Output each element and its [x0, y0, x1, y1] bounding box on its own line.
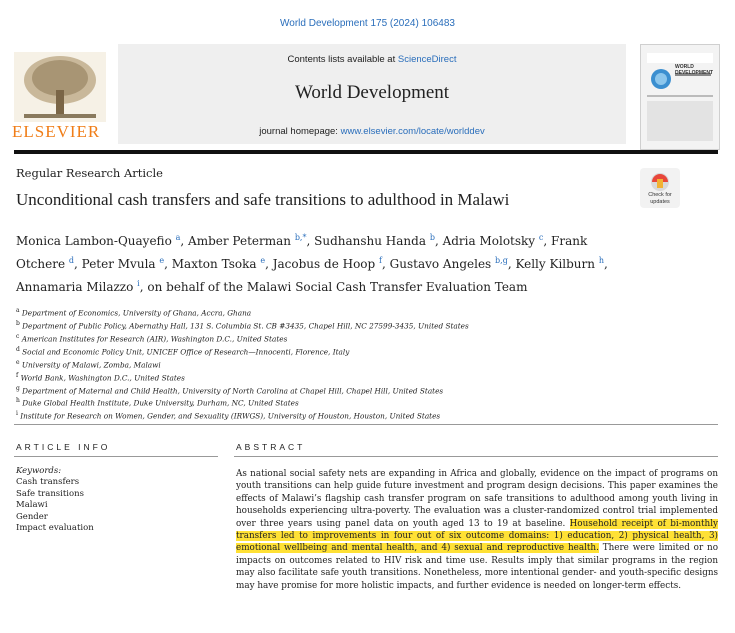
author[interactable] [172, 257, 265, 271]
abstract-heading: ABSTRACT [236, 442, 306, 452]
cover-image [641, 45, 719, 149]
homepage-prefix: journal homepage: [259, 126, 341, 137]
keyword-item: Safe transitions [16, 488, 84, 499]
affiliation-item [16, 409, 716, 422]
author-affiliation-marker[interactable]: d [68, 256, 75, 265]
cover-title: WORLD DEVELOPMENT [675, 64, 714, 76]
affiliation-marker: b [16, 319, 20, 327]
check-updates-line2: updates [650, 198, 670, 205]
author[interactable] [16, 234, 180, 248]
section-rule [14, 424, 718, 425]
author-affiliation-marker[interactable]: b [429, 233, 435, 242]
keyword-item: Cash transfers [16, 477, 80, 488]
journal-cover-thumbnail[interactable] [640, 44, 720, 150]
author[interactable] [390, 257, 508, 271]
affiliation-marker: h [16, 397, 20, 405]
keyword-item: Gender [16, 511, 48, 522]
check-updates-line1: Check for [648, 192, 672, 198]
author-name: Adria Molotsky [442, 234, 536, 248]
affiliation-item [16, 371, 716, 384]
keywords-block [16, 466, 216, 534]
abstract-highlight[interactable]: Household receipt of bi-monthly transfers led to improvements in four out of six outcome domains: 1) education, 2) physical health, 3) emotional wellbeing and mental health, and 4) sexual and reproductive health. [236, 518, 718, 554]
author-affiliation-marker[interactable]: e [159, 256, 165, 265]
affiliation-item [16, 332, 716, 345]
abstract-text[interactable] [236, 468, 718, 592]
author[interactable] [515, 257, 604, 271]
author-affiliation-marker[interactable]: b,* [294, 233, 307, 242]
affiliation-text: Institute for Research on Women, Gender, and Sexuality (IRWGS), University of Houston, Houston, United States [20, 411, 441, 421]
affiliation-text: Social and Economic Policy Unit, UNICEF Office of Research—Innocenti, Florence, Italy [22, 347, 350, 357]
author[interactable] [314, 234, 435, 248]
affiliation-item [16, 396, 716, 409]
affiliations [16, 306, 716, 422]
author[interactable] [82, 257, 164, 271]
affiliation-item [16, 384, 716, 397]
affiliation-marker: c [16, 332, 20, 340]
affiliation-item [16, 345, 716, 358]
author-name: Sudhanshu Handa [314, 234, 426, 248]
author-affiliation-marker[interactable]: e [260, 256, 266, 265]
author-affiliation-marker[interactable]: i [137, 279, 140, 288]
affiliation-text: University of Malawi, Zomba, Malawi [21, 360, 161, 370]
author[interactable] [16, 280, 140, 294]
author-affiliation-marker[interactable]: a [175, 233, 181, 242]
affiliation-item [16, 358, 716, 371]
abstract-part1: As national social safety nets are expanding in Africa and globally, evidence on the impact of programs on youth transitions can help guide future investment and program design decisions. This paper examines the effects of Malawi’s flagship cash transfer program on safe transitions to adulthood among youth living in households experiencing ultra-poverty. The evaluation was a cluster-randomized control trial implemented over three years using panel data on youth aged 13 to 19 at baseline. [236, 469, 718, 529]
keyword-item: Malawi [16, 500, 48, 511]
homepage-link[interactable]: www.elsevier.com/locate/worlddev [340, 126, 485, 137]
author-affiliation-marker[interactable]: f [379, 256, 383, 265]
author[interactable] [188, 234, 306, 248]
affiliation-marker: g [16, 384, 20, 392]
author-name: Frank Otchere [16, 234, 588, 271]
sciencedirect-link[interactable]: ScienceDirect [397, 54, 457, 65]
affiliation-marker: e [16, 358, 20, 366]
affiliation-item [16, 319, 716, 332]
affiliation-text: Department of Economics, University of Ghana, Accra, Ghana [21, 308, 252, 318]
author[interactable] [443, 234, 544, 248]
header-rule [14, 150, 718, 154]
check-for-updates-badge[interactable] [640, 168, 680, 208]
article-title: Unconditional cash transfers and safe transitions to adulthood in Malawi [16, 190, 510, 209]
author-name: Jacobus de Hoop [272, 257, 376, 271]
elsevier-wordmark: ELSEVIER [12, 122, 101, 141]
article-info-heading: ARTICLE INFO [16, 442, 111, 452]
contents-prefix: Contents lists available at [287, 54, 398, 65]
author-name: Maxton Tsoka [171, 257, 257, 271]
contents-line [118, 54, 626, 65]
author-name: Monica Lambon-Quayefio [16, 234, 172, 248]
article-info-rule [14, 456, 218, 457]
affiliation-marker: a [16, 307, 20, 314]
author-name: Amber Peterman [188, 234, 291, 248]
author-name: Gustavo Angeles [389, 257, 492, 271]
author-affiliation-marker[interactable]: b,g [495, 256, 508, 265]
affiliation-text: Duke Global Health Institute, Duke University, Durham, NC, United States [22, 398, 299, 408]
authors-suffix: , on behalf of the Malawi Social Cash Transfer Evaluation Team [139, 280, 528, 294]
journal-reference[interactable]: World Development 175 (2024) 106483 [280, 18, 455, 29]
abstract-rule [234, 456, 718, 457]
article-type: Regular Research Article [16, 166, 163, 180]
journal-homepage [118, 126, 626, 137]
affiliation-marker: f [16, 371, 19, 379]
author-affiliation-marker[interactable]: h [598, 256, 604, 265]
affiliation-text: World Bank, Washington D.C., United States [20, 373, 185, 383]
author-name: Peter Mvula [81, 257, 156, 271]
elsevier-tree-logo [14, 52, 106, 122]
affiliation-text: American Institutes for Research (AIR), Washington D.C., United States [21, 334, 288, 344]
keyword-item: Impact evaluation [16, 523, 94, 534]
keywords-label: Keywords: [16, 466, 62, 476]
affiliation-marker: d [16, 345, 20, 353]
journal-title: World Development [294, 82, 450, 103]
affiliation-marker: i [16, 410, 18, 418]
author[interactable] [273, 257, 382, 271]
author-list: Monica Lambon-Quayefio $^a$, Amber Peterman $^{b,*}$, Sudhanshu Handa $^b$, Adria Molotsky $^c$, Frank Otchere $^d$, Peter Mvula $^e$, Maxton Tsoka $^e$, Jacobus de Hoop $^f$, Gustavo Angeles $^{b,g}$, Kelly Kilburn $^h$, Annamaria Milazzo $^i$, on behalf of the Malawi Social Cash Transfer Evaluation Team [16, 233, 608, 294]
abstract-part2: There were limited or no impacts on outcomes related to HIV risk and time use. Results imply that similar programs in the region may also facilitate safe youth transitions. Nonetheless, more intentional gender- and youth-specific designs may have promise for more holistic impacts, and further evidence is needed on longer-term effects. [236, 543, 718, 591]
affiliation-text: Department of Maternal and Child Health, University of North Carolina at Chapel Hill, Chapel Hill, United States [22, 385, 444, 395]
affiliation-item [16, 306, 716, 319]
author-name: Kelly Kilburn [515, 257, 595, 271]
author-name: Annamaria Milazzo [16, 280, 134, 294]
affiliation-text: Department of Public Policy, Abernathy Hall, 131 S. Columbia St. CB #3435, Chapel Hill, NC 27599-3435, United States [22, 321, 469, 331]
author-affiliation-marker[interactable]: c [538, 233, 544, 242]
